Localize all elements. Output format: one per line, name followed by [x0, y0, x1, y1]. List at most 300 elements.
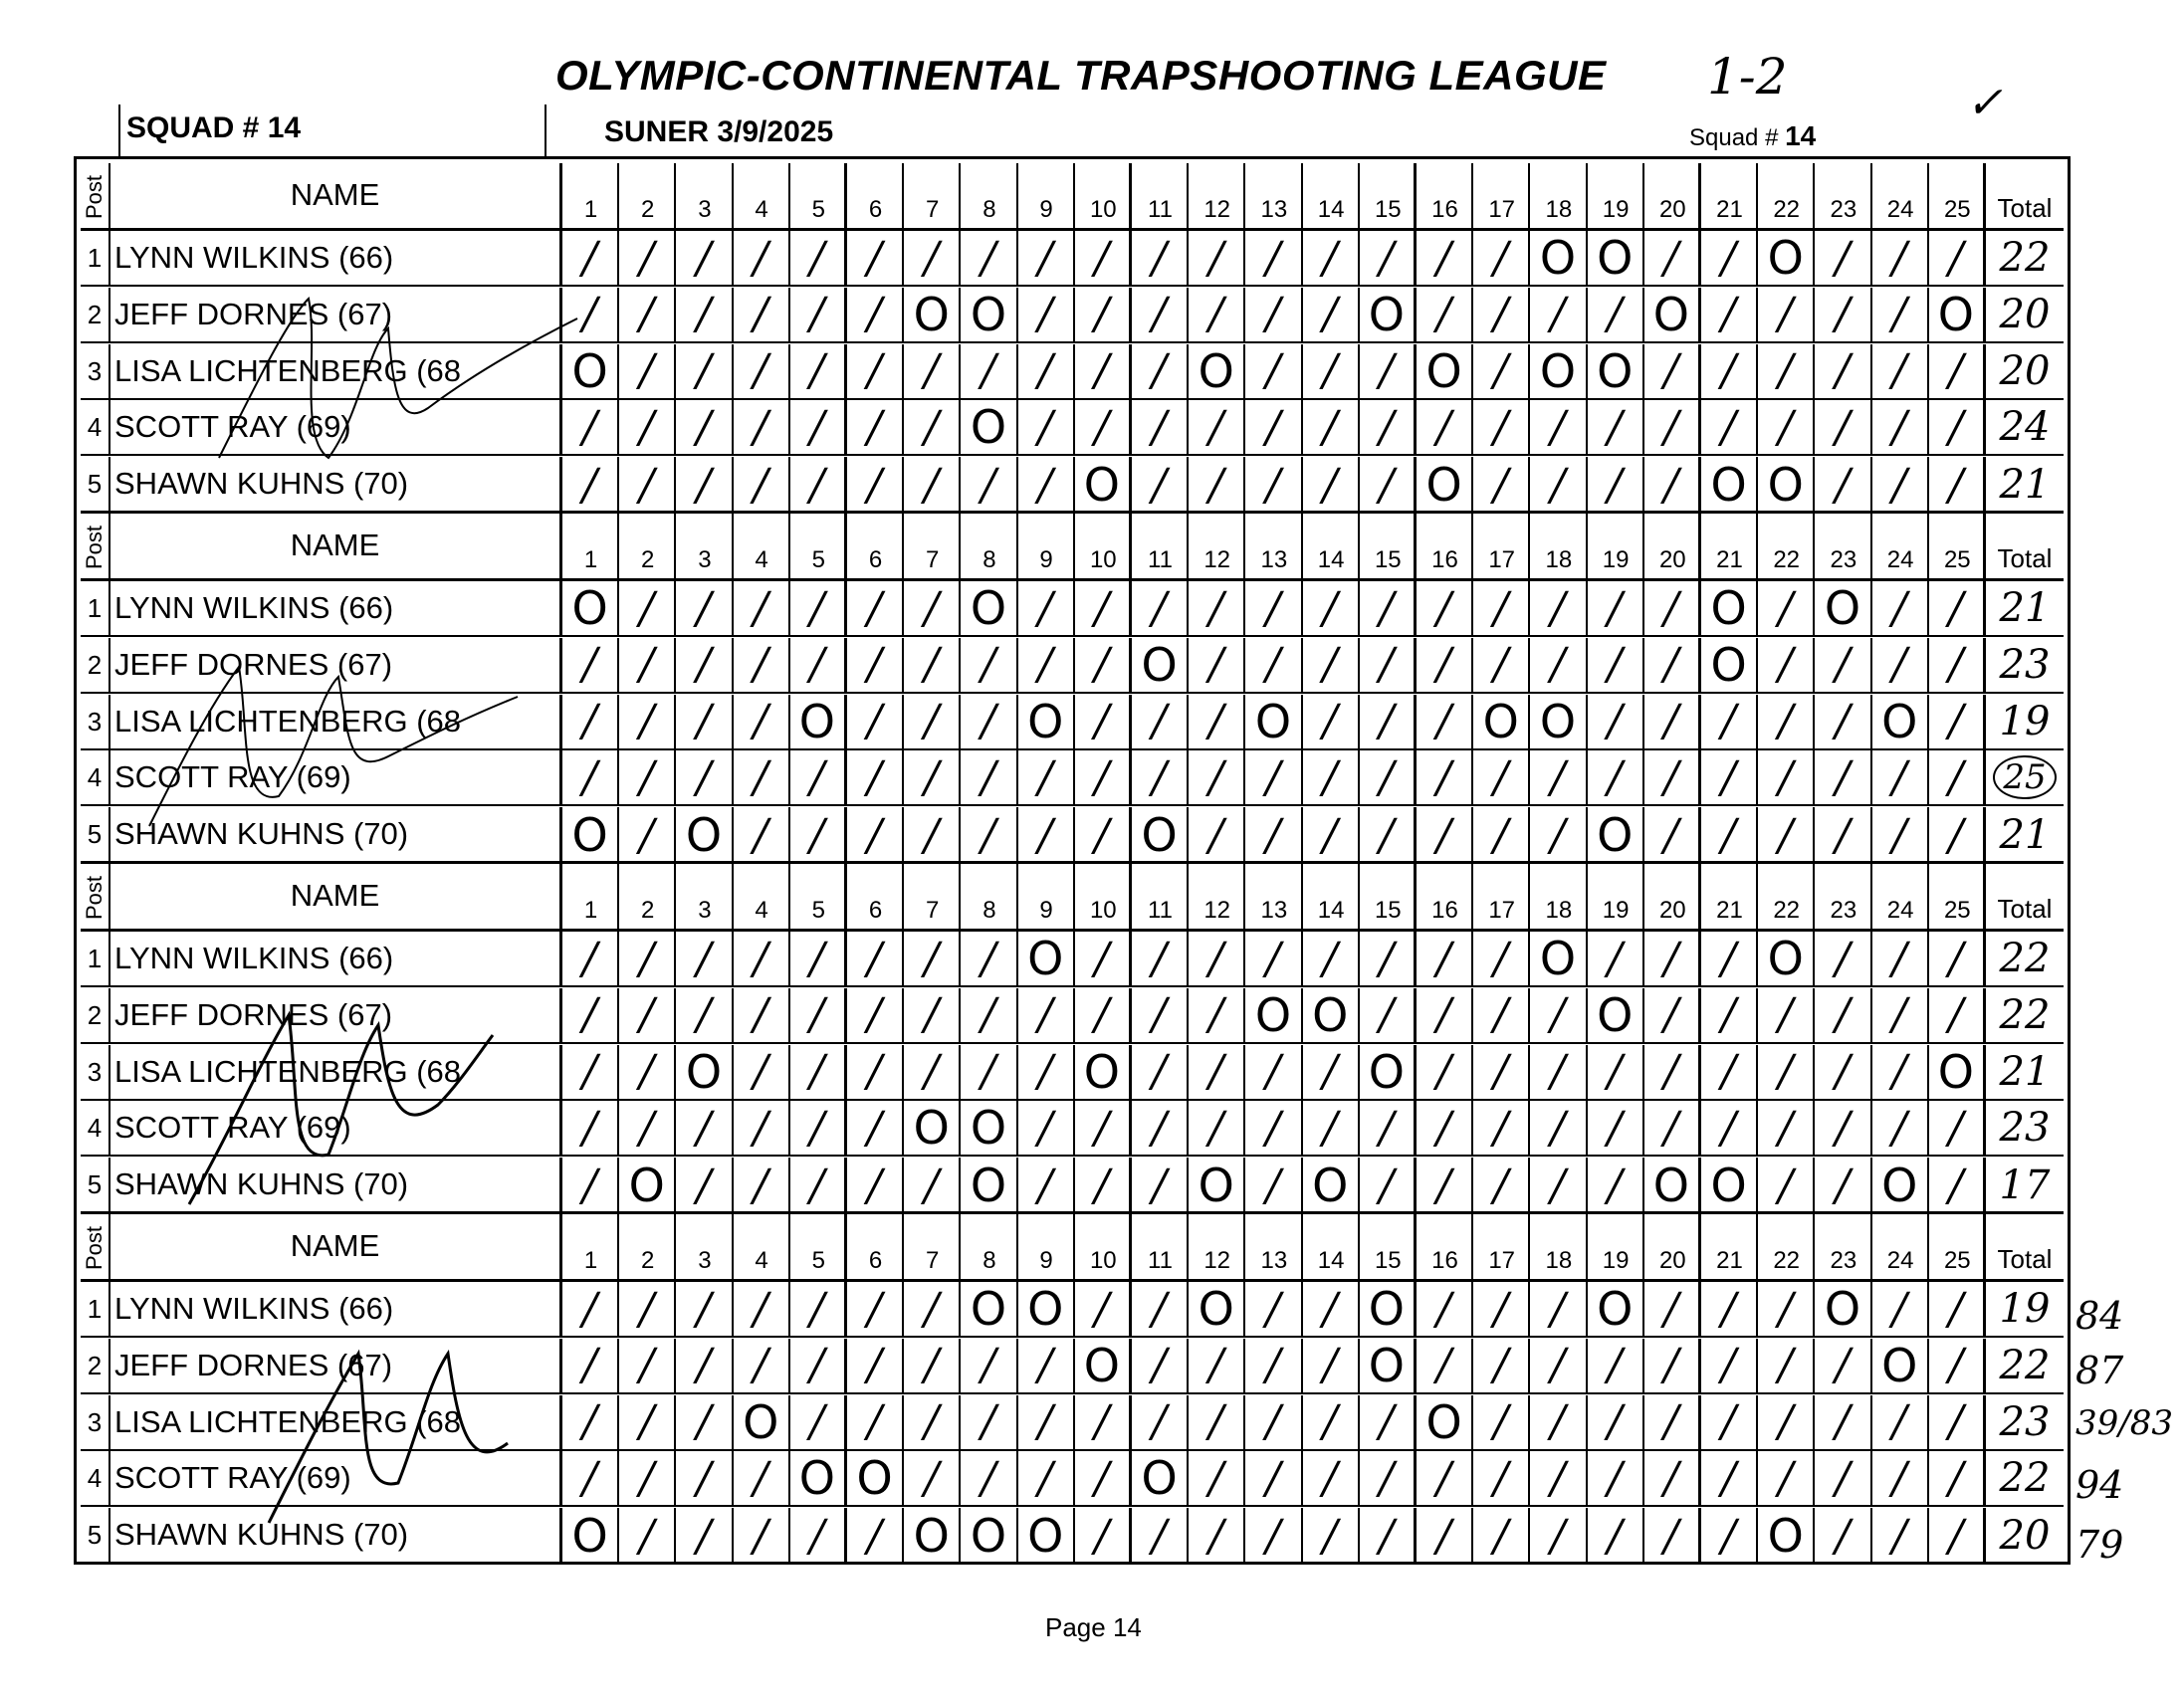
hit-mark: /	[1436, 1046, 1451, 1098]
score-cell	[1245, 1045, 1302, 1099]
score-cell	[1473, 581, 1530, 635]
score-cell	[1588, 1395, 1644, 1449]
column-header	[1189, 163, 1245, 228]
score-cell	[904, 638, 961, 692]
target-number: 12	[1203, 897, 1231, 924]
hit-mark: /	[924, 401, 940, 453]
hit-mark: /	[696, 1452, 712, 1504]
target-number: 4	[755, 546, 768, 573]
hit-mark: /	[924, 989, 940, 1041]
hit-mark: /	[753, 1102, 768, 1154]
score-cell	[619, 988, 676, 1042]
hit-mark: /	[1436, 1510, 1451, 1562]
hit-mark: /	[1891, 1510, 1907, 1562]
target-number: 15	[1374, 546, 1402, 573]
post-number: 1	[81, 581, 110, 635]
score-cell	[1644, 344, 1701, 398]
score-cell	[1929, 231, 1986, 285]
score-cell	[1644, 457, 1701, 513]
hit-mark: /	[809, 401, 825, 453]
miss-mark: O	[1368, 1044, 1405, 1099]
score-cell	[1815, 1339, 1871, 1392]
score-cell	[1644, 1395, 1701, 1449]
target-number: 3	[698, 1247, 712, 1274]
column-header	[1872, 864, 1929, 929]
score-cell	[1815, 457, 1871, 513]
score-cell	[961, 400, 1017, 454]
hit-mark: /	[1835, 809, 1851, 861]
round-block-2	[81, 514, 2064, 864]
score-cell	[1701, 344, 1758, 398]
score-cell	[1588, 1282, 1644, 1336]
round-total: 21	[1999, 585, 2051, 631]
score-cell	[619, 400, 676, 454]
miss-mark: O	[970, 1282, 1007, 1336]
hit-mark: /	[1663, 345, 1679, 397]
hit-mark: /	[1493, 809, 1509, 861]
score-cell	[676, 457, 733, 513]
score-cell	[847, 1101, 904, 1155]
miss-mark: O	[1027, 1509, 1064, 1564]
score-cell	[1189, 1045, 1245, 1099]
score-cell	[619, 932, 676, 985]
score-cell	[676, 400, 733, 454]
target-number: 6	[868, 546, 883, 573]
hit-mark: /	[1322, 696, 1338, 747]
score-cell	[676, 750, 733, 804]
round-block-3	[81, 864, 2064, 1214]
score-cell	[847, 1282, 904, 1336]
score-cell	[1929, 457, 1986, 513]
shooter-row	[81, 457, 2064, 513]
hit-mark: /	[696, 582, 712, 634]
hit-mark: /	[1322, 751, 1338, 803]
hit-mark: /	[1322, 1340, 1338, 1391]
post-label: Post	[81, 864, 110, 932]
score-cell	[1417, 1282, 1473, 1336]
target-number: 5	[811, 196, 825, 223]
score-cell	[1303, 750, 1360, 804]
hit-mark: /	[1778, 1396, 1794, 1448]
score-cell	[1245, 457, 1302, 513]
shooter-name: LYNN WILKINS (66)	[114, 1291, 394, 1326]
hit-mark: /	[1094, 582, 1110, 634]
total-label: Total	[1997, 894, 2053, 924]
hit-mark: /	[1550, 639, 1566, 691]
hit-mark: /	[1948, 1340, 1964, 1391]
shooter-row	[81, 288, 2064, 343]
hit-mark: /	[1550, 1102, 1566, 1154]
miss-mark: O	[913, 1509, 950, 1564]
score-cell	[1530, 932, 1587, 985]
hit-mark: /	[1891, 1283, 1907, 1335]
score-cell	[1018, 1508, 1075, 1564]
score-cell	[961, 638, 1017, 692]
shooter-name: SCOTT RAY (69)	[114, 759, 351, 795]
miss-mark: O	[1710, 637, 1747, 692]
score-cell	[734, 638, 790, 692]
score-cell	[1701, 231, 1758, 285]
hit-mark: /	[1379, 1452, 1395, 1504]
hit-mark: /	[1379, 639, 1395, 691]
round-total: 23	[1999, 1398, 2051, 1445]
score-cell	[1815, 988, 1871, 1042]
score-cell	[904, 932, 961, 985]
target-number: 12	[1203, 546, 1231, 573]
column-header	[676, 163, 733, 228]
score-cell	[1245, 750, 1302, 804]
score-cell	[1644, 1045, 1701, 1099]
score-cell	[961, 1451, 1017, 1505]
target-number: 8	[983, 897, 996, 924]
score-cell	[1303, 1101, 1360, 1155]
hit-mark: /	[1607, 1510, 1623, 1562]
score-cell	[734, 457, 790, 513]
score-cell	[1530, 1101, 1587, 1155]
miss-mark: O	[1027, 932, 1064, 985]
score-cell	[1018, 1395, 1075, 1449]
score-cell	[1929, 288, 1986, 341]
score-cell	[1758, 457, 1815, 513]
hit-mark: /	[1493, 1510, 1509, 1562]
hit-mark: /	[1152, 232, 1167, 284]
score-cell	[1701, 807, 1758, 863]
hit-mark: /	[867, 751, 882, 803]
hit-mark: /	[1891, 639, 1907, 691]
name-label: NAME	[110, 864, 562, 932]
score-cell	[1189, 1339, 1245, 1392]
score-cell	[1815, 1451, 1871, 1505]
score-cell	[1075, 1101, 1132, 1155]
miss-mark: O	[1881, 1338, 1918, 1392]
target-number: 22	[1773, 196, 1801, 223]
hit-mark: /	[696, 751, 712, 803]
score-cell	[1473, 1395, 1530, 1449]
score-cell	[1245, 1158, 1302, 1213]
score-cell	[1588, 1158, 1644, 1213]
hit-mark: /	[639, 696, 655, 747]
hit-mark: /	[1663, 459, 1679, 511]
hit-mark: /	[639, 401, 655, 453]
score-cell	[1588, 932, 1644, 985]
side-total-4: 94	[2075, 1463, 2124, 1507]
score-cell	[904, 457, 961, 513]
score-cell	[1701, 638, 1758, 692]
score-cell	[904, 344, 961, 398]
round-total: 20	[1999, 291, 2051, 337]
column-header	[1417, 864, 1473, 929]
column-header	[1588, 864, 1644, 929]
post-number: 2	[81, 988, 110, 1042]
hit-mark: /	[1436, 696, 1451, 747]
score-cell	[847, 1395, 904, 1449]
score-cell	[847, 231, 904, 285]
shooter-name: JEFF DORNES (67)	[114, 1347, 393, 1382]
score-cell	[1303, 638, 1360, 692]
score-cell	[1245, 988, 1302, 1042]
score-cell	[1530, 1158, 1587, 1213]
hit-mark: /	[1152, 696, 1167, 747]
miss-mark: O	[743, 1394, 779, 1449]
hit-mark: /	[1265, 809, 1281, 861]
hit-mark: /	[867, 459, 882, 511]
name-label: NAME	[110, 163, 562, 231]
column-header	[1018, 864, 1075, 929]
score-cell	[904, 231, 961, 285]
score-cell	[961, 581, 1017, 635]
hit-mark: /	[753, 289, 768, 340]
hit-mark: /	[1152, 1510, 1167, 1562]
hit-mark: /	[1663, 933, 1679, 984]
score-cell	[1018, 932, 1075, 985]
hit-mark: /	[753, 809, 768, 861]
hit-mark: /	[582, 1046, 597, 1098]
column-header	[734, 163, 790, 228]
score-cell	[676, 1339, 733, 1392]
round-total: 22	[1999, 991, 2051, 1038]
score-cell	[1189, 288, 1245, 341]
hit-mark: /	[1948, 751, 1964, 803]
hit-mark: /	[1891, 289, 1907, 340]
hit-mark: /	[696, 1340, 712, 1391]
score-cell	[1815, 1508, 1871, 1564]
hit-mark: /	[1663, 582, 1679, 634]
score-cell	[1360, 807, 1417, 863]
column-header	[1815, 163, 1871, 228]
score-cell	[1075, 231, 1132, 285]
column-header	[1530, 864, 1587, 929]
score-cell	[790, 807, 847, 863]
score-cell	[904, 988, 961, 1042]
score-cell	[790, 288, 847, 341]
score-cell	[562, 638, 619, 692]
score-cell	[1075, 1339, 1132, 1392]
target-number: 7	[926, 897, 940, 924]
hit-mark: /	[981, 459, 996, 511]
hit-mark: /	[1322, 1396, 1338, 1448]
score-cell	[1303, 932, 1360, 985]
score-cell	[562, 695, 619, 748]
score-cell	[1530, 750, 1587, 804]
score-cell	[1360, 1101, 1417, 1155]
column-header	[1872, 514, 1929, 578]
score-cell	[1530, 288, 1587, 341]
hit-mark: /	[1379, 933, 1395, 984]
score-cell	[1758, 932, 1815, 985]
target-number: 3	[698, 546, 712, 573]
score-cell	[734, 695, 790, 748]
side-total-5: 79	[2075, 1523, 2124, 1567]
score-cell	[1872, 1045, 1929, 1099]
score-cell	[1473, 1339, 1530, 1392]
hit-mark: /	[1436, 1452, 1451, 1504]
miss-mark: O	[798, 1451, 835, 1506]
target-number: 25	[1943, 897, 1971, 924]
hit-mark: /	[1265, 1396, 1281, 1448]
target-number: 25	[1943, 1247, 1971, 1274]
hit-mark: /	[1037, 989, 1053, 1041]
shooter-name: JEFF DORNES (67)	[114, 296, 393, 331]
hit-mark: /	[1493, 989, 1509, 1041]
target-number: 2	[641, 196, 655, 223]
score-cell	[562, 1451, 619, 1505]
target-number: 19	[1602, 1247, 1630, 1274]
hit-mark: /	[696, 232, 712, 284]
score-cell	[1417, 344, 1473, 398]
score-cell	[1872, 932, 1929, 985]
score-cell	[1360, 750, 1417, 804]
score-cell	[562, 807, 619, 863]
miss-mark: O	[1652, 287, 1689, 341]
score-cell	[1360, 581, 1417, 635]
score-cell	[1417, 750, 1473, 804]
hit-mark: /	[1208, 582, 1224, 634]
score-cell	[1132, 750, 1189, 804]
round-total: 23	[1999, 641, 2051, 688]
hit-mark: /	[582, 989, 597, 1041]
shooter-row	[81, 344, 2064, 400]
hit-mark: /	[753, 1452, 768, 1504]
miss-mark: O	[970, 581, 1007, 635]
score-cell	[1018, 1451, 1075, 1505]
score-cell	[1530, 1282, 1587, 1336]
score-cell	[1473, 457, 1530, 513]
score-cell	[847, 638, 904, 692]
score-cell	[619, 638, 676, 692]
shooter-row	[81, 932, 2064, 987]
score-cell	[1360, 695, 1417, 748]
hit-mark: /	[1379, 1102, 1395, 1154]
hit-mark: /	[1379, 1396, 1395, 1448]
hit-mark: /	[1152, 1160, 1167, 1211]
column-header	[961, 864, 1017, 929]
shooter-name: LYNN WILKINS (66)	[114, 941, 394, 975]
hit-mark: /	[1607, 1396, 1623, 1448]
target-number: 7	[926, 196, 940, 223]
total-label: Total	[1997, 1244, 2053, 1274]
hit-mark: /	[1835, 639, 1851, 691]
hit-mark: /	[867, 345, 882, 397]
score-cell	[961, 288, 1017, 341]
score-cell	[790, 1045, 847, 1099]
score-cell	[1473, 750, 1530, 804]
score-cell	[1245, 695, 1302, 748]
score-cell	[1417, 932, 1473, 985]
hit-mark: /	[1721, 696, 1736, 747]
score-cell	[1189, 1101, 1245, 1155]
score-cell	[562, 581, 619, 635]
hit-mark: /	[809, 809, 825, 861]
score-cell	[1815, 288, 1871, 341]
column-header	[619, 163, 676, 228]
target-number: 5	[811, 1247, 825, 1274]
score-cell	[961, 1045, 1017, 1099]
miss-mark: O	[1937, 1044, 1974, 1099]
shooter-row	[81, 1101, 2064, 1157]
hit-mark: /	[1778, 1102, 1794, 1154]
hit-mark: /	[1265, 1102, 1281, 1154]
hit-mark: /	[1607, 696, 1623, 747]
hit-mark: /	[1094, 933, 1110, 984]
miss-mark: O	[1425, 458, 1462, 513]
hit-mark: /	[981, 933, 996, 984]
hit-mark: /	[981, 809, 996, 861]
score-cell	[847, 457, 904, 513]
target-number: 3	[698, 897, 712, 924]
target-number: 18	[1545, 897, 1573, 924]
round-total: 23	[1999, 1105, 2051, 1152]
score-cell	[1132, 695, 1189, 748]
post-number: 4	[81, 1451, 110, 1505]
score-cell	[904, 1045, 961, 1099]
target-number: 9	[1039, 196, 1053, 223]
hit-mark: /	[1037, 1160, 1053, 1211]
hit-mark: /	[1778, 345, 1794, 397]
score-cell	[1929, 581, 1986, 635]
target-number: 1	[583, 546, 598, 573]
score-cell	[1473, 807, 1530, 863]
hit-mark: /	[1550, 401, 1566, 453]
hit-mark: /	[924, 696, 940, 747]
score-cell	[619, 1339, 676, 1392]
hit-mark: /	[1948, 1283, 1964, 1335]
hit-mark: /	[1208, 1102, 1224, 1154]
hit-mark: /	[1948, 933, 1964, 984]
hit-mark: /	[981, 1452, 996, 1504]
miss-mark: O	[571, 808, 608, 863]
hit-mark: /	[1891, 459, 1907, 511]
score-cell	[1360, 1339, 1417, 1392]
hit-mark: /	[1265, 582, 1281, 634]
hit-mark: /	[582, 1102, 597, 1154]
post-number: 4	[81, 750, 110, 804]
hit-mark: /	[1778, 582, 1794, 634]
score-cell	[1530, 1339, 1587, 1392]
score-cell	[1075, 1045, 1132, 1099]
score-cell	[1075, 807, 1132, 863]
shooter-row	[81, 1451, 2064, 1507]
score-cell	[1360, 231, 1417, 285]
round-total: 21	[1999, 462, 2051, 509]
hit-mark: /	[582, 1452, 597, 1504]
score-cell	[904, 288, 961, 341]
score-cell	[1303, 1508, 1360, 1564]
hit-mark: /	[1493, 751, 1509, 803]
score-cell	[904, 1158, 961, 1213]
hit-mark: /	[1265, 1046, 1281, 1098]
score-cell	[904, 1101, 961, 1155]
hit-mark: /	[1152, 1340, 1167, 1391]
hit-mark: /	[1778, 809, 1794, 861]
column-header	[1417, 514, 1473, 578]
column-header	[1473, 163, 1530, 228]
column-header	[1245, 163, 1302, 228]
shooter-row	[81, 1158, 2064, 1213]
score-cell	[562, 231, 619, 285]
score-cell	[847, 1508, 904, 1564]
hit-mark: /	[924, 1452, 940, 1504]
score-cell	[1018, 288, 1075, 341]
score-cell	[904, 1339, 961, 1392]
score-cell	[1644, 988, 1701, 1042]
hit-mark: /	[1322, 1283, 1338, 1335]
hit-mark: /	[867, 1160, 882, 1211]
miss-mark: O	[1937, 287, 1974, 341]
score-cell	[1530, 1508, 1587, 1564]
score-cell	[562, 1282, 619, 1336]
target-number: 19	[1602, 897, 1630, 924]
hit-mark: /	[1037, 751, 1053, 803]
